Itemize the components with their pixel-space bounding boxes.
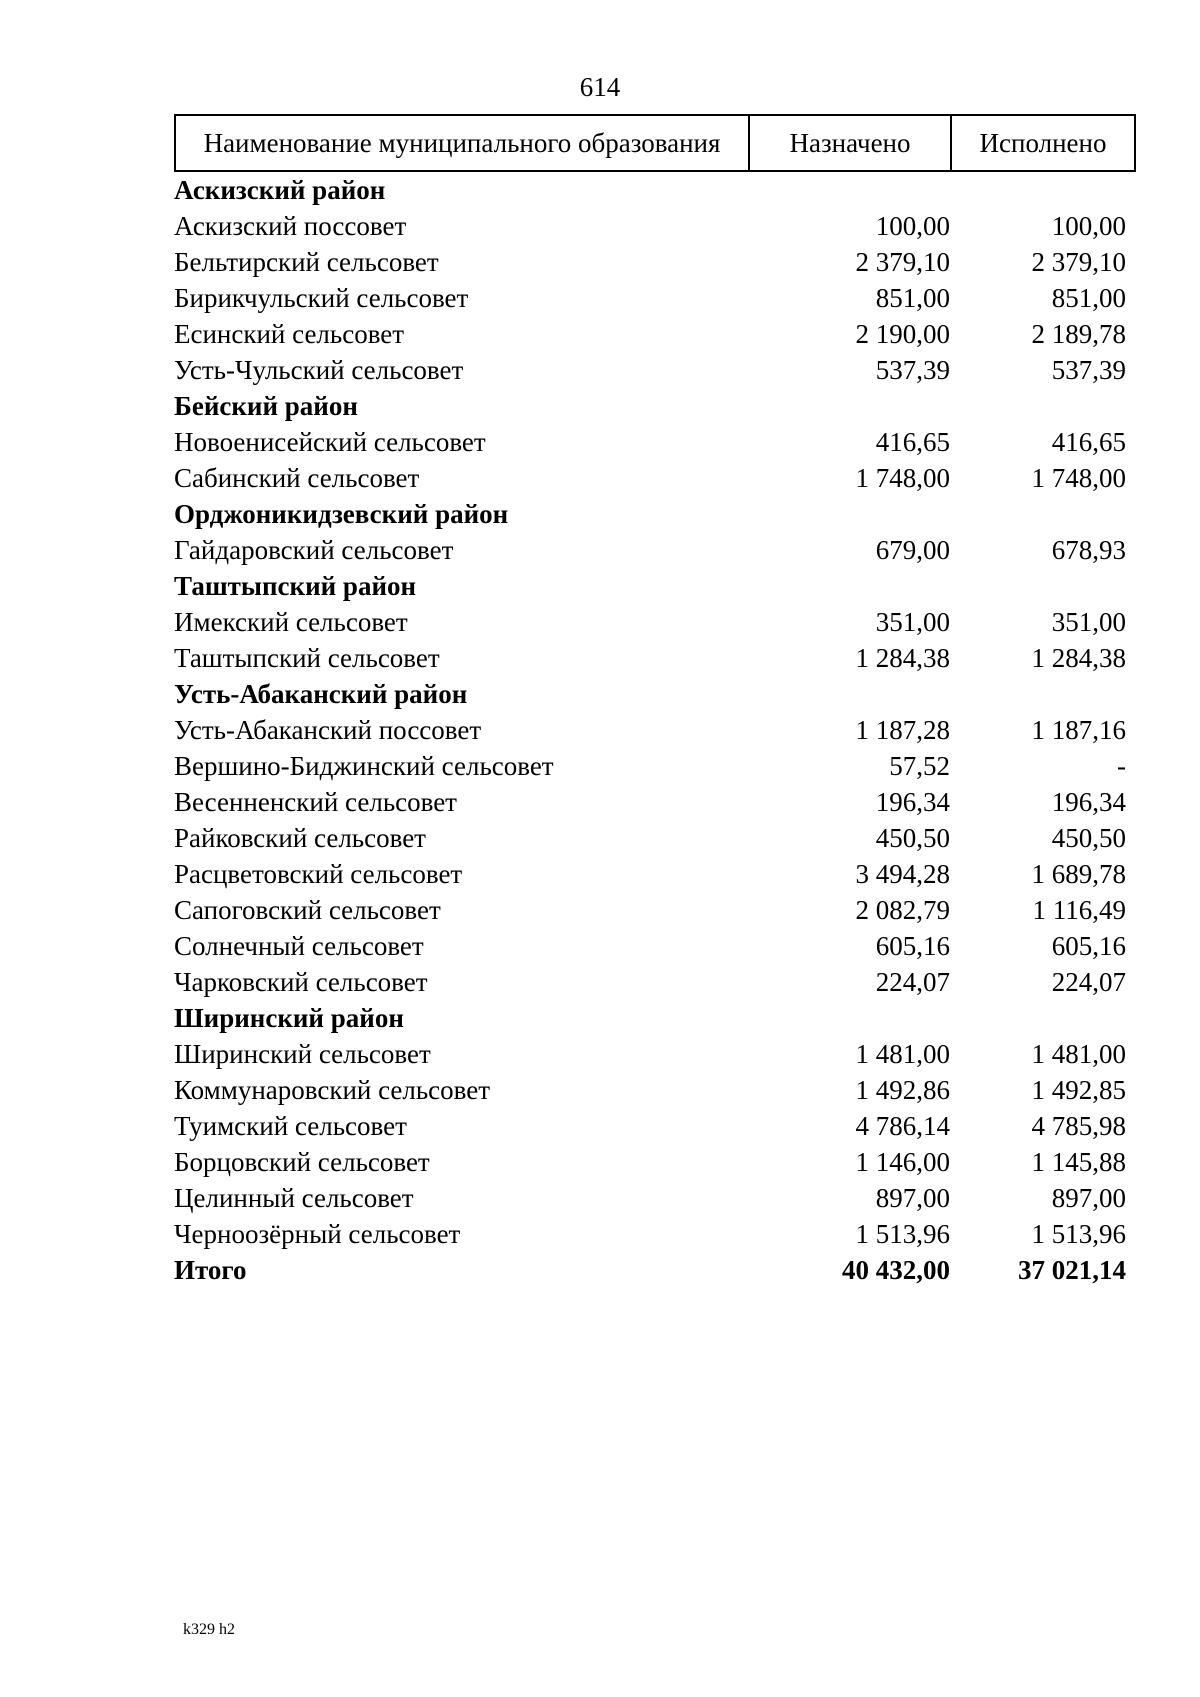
district-row [174,172,1136,208]
column-header-assigned: Назначено [750,116,952,170]
assigned-value: 1 748,00 [855,462,950,493]
municipality-name: Туимский сельсовет [174,1110,407,1141]
assigned-value: 537,39 [875,354,950,385]
executed-value: 1 187,16 [1031,714,1126,745]
municipality-name: Ширинский сельсовет [174,1038,431,1069]
municipality-name: Расцветовский сельсовет [174,858,463,889]
table-row [174,640,1136,676]
assigned-value: 679,00 [875,534,950,565]
table-row [174,1144,1136,1180]
district-row [174,568,1136,604]
assigned-value: 605,16 [875,930,950,961]
district-row [174,388,1136,424]
assigned-value: 3 494,28 [855,858,950,889]
executed-value: 1 145,88 [1031,1146,1126,1177]
municipality-name: Сабинский сельсовет [174,462,420,493]
municipality-name: Новоенисейский сельсовет [174,426,486,457]
district-name: Аскизский район [174,174,386,205]
assigned-value: 1 284,38 [855,642,950,673]
municipality-name: Таштыпский сельсовет [174,642,440,673]
table-row [174,604,1136,640]
page-number: 614 [579,72,621,102]
assigned-value: 1 513,96 [855,1218,950,1249]
executed-value: 4 785,98 [1031,1110,1126,1141]
assigned-value: 851,00 [875,282,950,313]
table-row [174,784,1136,820]
assigned-value: 100,00 [875,210,950,241]
table-row [174,856,1136,892]
executed-value: - [1117,750,1126,781]
table-row [174,532,1136,568]
assigned-value: 351,00 [875,606,950,637]
table-row [174,352,1136,388]
municipality-name: Аскизский поссовет [174,210,407,241]
assigned-value: 1 481,00 [855,1038,950,1069]
table-row [174,316,1136,352]
municipality-name: Чарковский сельсовет [174,966,428,997]
municipality-name: Бирикчульский сельсовет [174,282,469,313]
executed-value: 1 116,49 [1032,894,1126,925]
executed-value: 1 284,38 [1031,642,1126,673]
table-header [174,114,1136,172]
municipality-name: Целинный сельсовет [174,1182,414,1213]
municipality-name: Черноозёрный сельсовет [174,1218,461,1249]
table-row [174,1216,1136,1252]
municipality-name: Бельтирский сельсовет [174,246,439,277]
assigned-value: 2 082,79 [855,894,950,925]
assigned-value: 450,50 [875,822,950,853]
executed-value: 2 189,78 [1031,318,1126,349]
table-row [174,460,1136,496]
assigned-value: 1 146,00 [855,1146,950,1177]
assigned-value: 57,52 [889,750,950,781]
municipality-name: Солнечный сельсовет [174,930,424,961]
table-row [174,424,1136,460]
table-row [174,1180,1136,1216]
municipality-name: Райковский сельсовет [174,822,426,853]
district-name: Ширинский район [174,1002,404,1033]
table-row [174,1072,1136,1108]
executed-value: 678,93 [1051,534,1126,565]
municipality-name: Вершино-Биджинский сельсовет [174,750,554,781]
district-name: Таштыпский район [174,570,417,601]
table-row [174,1036,1136,1072]
table-row [174,280,1136,316]
assigned-value: 1 187,28 [855,714,950,745]
district-name: Бейский район [174,390,358,421]
table-row [174,208,1136,244]
municipality-name: Борцовский сельсовет [174,1146,430,1177]
executed-value: 605,16 [1051,930,1126,961]
executed-value: 1 513,96 [1031,1218,1126,1249]
executed-value: 537,39 [1051,354,1126,385]
assigned-value: 2 190,00 [855,318,950,349]
executed-value: 351,00 [1051,606,1126,637]
total-assigned: 40 432,00 [842,1254,950,1285]
table-row [174,748,1136,784]
total-executed: 37 021,14 [1018,1254,1126,1285]
district-row [174,1000,1136,1036]
executed-value: 450,50 [1051,822,1126,853]
table-row [174,964,1136,1000]
table-row [174,892,1136,928]
assigned-value: 224,07 [875,966,950,997]
table-row [174,928,1136,964]
assigned-value: 4 786,14 [855,1110,950,1141]
executed-value: 2 379,10 [1031,246,1126,277]
executed-value: 1 481,00 [1031,1038,1126,1069]
column-header-executed: Исполнено [979,127,1107,158]
table-row [174,712,1136,748]
executed-value: 897,00 [1051,1182,1126,1213]
district-row [174,496,1136,532]
district-name: Орджоникидзевский район [174,498,509,529]
assigned-value: 2 379,10 [855,246,950,277]
assigned-value: 897,00 [875,1182,950,1213]
executed-value: 1 689,78 [1031,858,1126,889]
executed-value: 851,00 [1051,282,1126,313]
assigned-value: 1 492,86 [855,1074,950,1105]
executed-value: 196,34 [1051,786,1126,817]
executed-value: 224,07 [1051,966,1126,997]
municipality-name: Усть-Чульский сельсовет [174,354,464,385]
total-row [174,1252,1136,1288]
table-row [174,244,1136,280]
assigned-value: 416,65 [875,426,950,457]
table-body [174,172,1136,1288]
executed-value: 1 492,85 [1031,1074,1126,1105]
municipality-name: Гайдаровский сельсовет [174,534,454,565]
executed-value: 416,65 [1051,426,1126,457]
footer-code: k329 h2 [183,1621,235,1638]
municipality-name: Коммунаровский сельсовет [174,1074,491,1105]
municipality-name: Имекский сельсовет [174,606,408,637]
district-name: Усть-Абаканский район [174,678,468,709]
executed-value: 1 748,00 [1031,462,1126,493]
municipality-name: Сапоговский сельсовет [174,894,441,925]
total-label: Итого [174,1254,247,1285]
municipality-name: Весенненский сельсовет [174,786,457,817]
district-row [174,676,1136,712]
table-row [174,820,1136,856]
municipality-name: Есинский сельсовет [174,318,405,349]
municipality-name: Усть-Абаканский поссовет [174,714,482,745]
assigned-value: 196,34 [875,786,950,817]
executed-value: 100,00 [1051,210,1126,241]
table-row [174,1108,1136,1144]
column-header-name: Наименование муниципального образования [176,116,750,170]
